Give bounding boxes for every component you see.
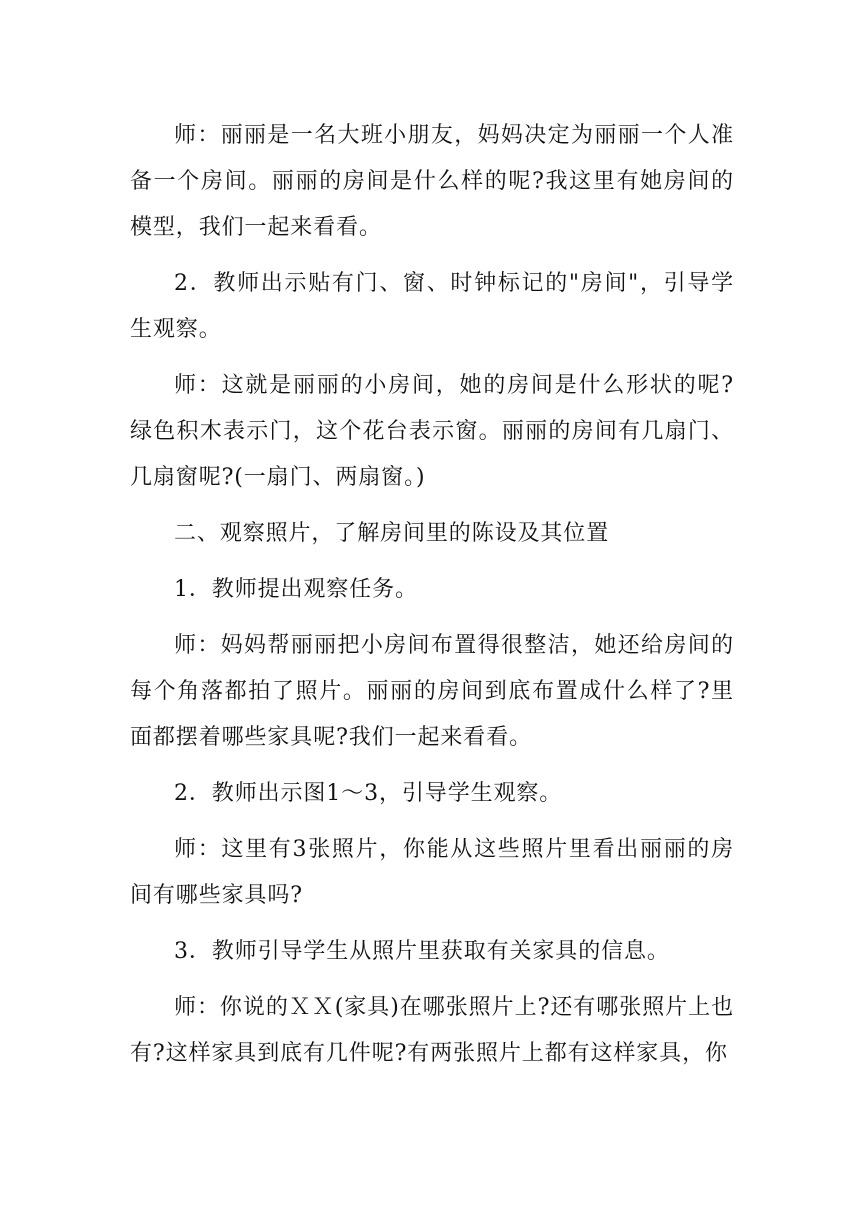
paragraph: 师：你说的ＸＸ(家具)在哪张照片上?还有哪张照片上也有?这样家具到底有几件呢?有两张照片上都有这样家具，你	[130, 995, 734, 1066]
paragraph: 3．教师引导学生从照片里获取有关家具的信息。	[174, 939, 670, 964]
document-body	[130, 113, 734, 1077]
section-heading: 二、观察照片，了解房间里的陈设及其位置	[174, 521, 610, 546]
paragraph: 师：这里有3张照片，你能从这些照片里看出丽丽的房间有哪些家具吗?	[130, 837, 734, 908]
paragraph: 1．教师提出观察任务。	[174, 577, 418, 602]
paragraph: 师：这就是丽丽的小房间，她的房间是什么形状的呢?绿色积木表示门，这个花台表示窗。丽丽的房间有几扇门、几扇窗呢?(一扇门、两扇窗。)	[130, 373, 734, 490]
paragraph: 师：丽丽是一名大班小朋友，妈妈决定为丽丽一个人准备一个房间。丽丽的房间是什么样的呢?我这里有她房间的模型，我们一起来看看。	[130, 123, 734, 240]
paragraph: 2．教师出示贴有门、窗、时钟标记的"房间"，引导学生观察。	[130, 271, 734, 342]
paragraph: 师：妈妈帮丽丽把小房间布置得很整洁，她还给房间的每个角落都拍了照片。丽丽的房间到底布置成什么样了?里面都摆着哪些家具呢?我们一起来看看。	[130, 633, 734, 750]
paragraph: 2．教师出示图1～3，引导学生观察。	[174, 781, 563, 806]
